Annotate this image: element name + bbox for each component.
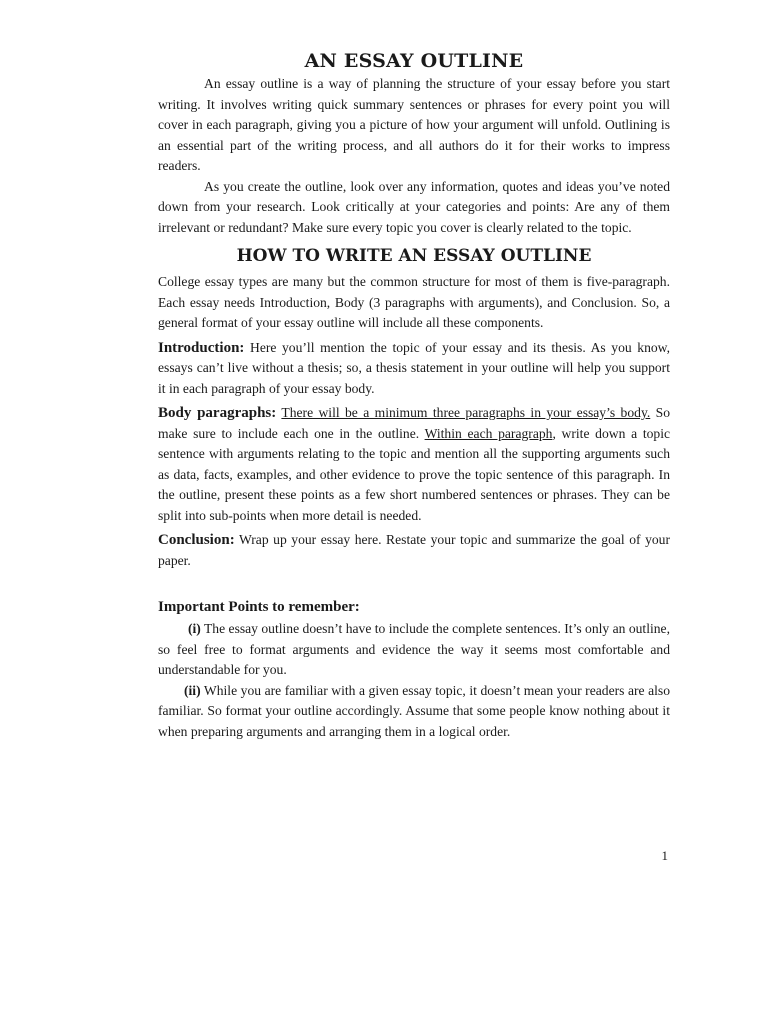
conclusion-term: Conclusion: — [158, 532, 235, 548]
intro-paragraph-2: As you create the outline, look over any information, quotes and ideas you’ve noted down from your research. Look critically at your categories and points: Are any of them irrelevant or redundant? Make sure every topic you cover is clearly related to the topic. — [158, 178, 670, 235]
conclusion-paragraph — [158, 530, 670, 571]
body-underline-1: There will be a minimum three paragraphs in your essay’s body. — [281, 405, 651, 420]
conclusion-text: Wrap up your essay here. Restate your topic and summarize the goal of your paper. — [158, 532, 670, 568]
body-term: Body paragraphs: — [158, 405, 277, 421]
section-heading: HOW TO WRITE AN ESSAY OUTLINE — [236, 246, 592, 266]
points-heading: Important Points to remember: — [158, 599, 360, 615]
structure-paragraph: College essay types are many but the common structure for most of them is five-paragraph. Each essay needs Introduction, Body (3 paragraphs with arguments), and Conclusion. So, a general format of your essay outline will include all these components. — [158, 274, 670, 330]
point-number: (i) — [188, 621, 201, 636]
body-text-1: So make sure to include each one in the outline. — [158, 405, 670, 441]
body-underline-2: Within each paragraph — [424, 425, 553, 441]
page-title: AN ESSAY OUTLINE — [304, 50, 524, 72]
point-text: The essay outline doesn’t have to include the complete sentences. It’s only an outline, so feel free to format arguments and evidence the way it seems most comfortable and understandable for you. — [158, 621, 670, 677]
introduction-text: Here you’ll mention the topic of your essay and its thesis. As you know, essays can’t live without a thesis; so, a thesis statement in your outline will help you support it in each paragraph of your essay body. — [158, 339, 670, 396]
point-number: (ii) — [184, 682, 201, 698]
body-text-2: , write down a topic sentence with arguments relating to the topic and mention all the supporting arguments such as data, facts, examples, and other evidence to prove the topic sentence of this paragraph. In the outline, present these points as a few short numbered sentences or phrases. They can be split into sub-points when more detail is needed. — [158, 425, 671, 523]
intro-paragraph-1: An essay outline is a way of planning the structure of your essay before you start writing. It involves writing quick summary sentences or phrases for every point you will cover in each paragraph, giving you a picture of how your argument will unfold. Outlining is an essential part of the writing process, and all authors do it for their works to impress readers. — [158, 76, 670, 173]
point-text: While you are familiar with a given essay topic, it doesn’t mean your readers are also familiar. So format your outline accordingly. Assume that some people know nothing about it when preparing arguments and arranging them in a logical order. — [158, 682, 670, 739]
body-paragraph — [158, 403, 670, 526]
page-number: 1 — [661, 848, 668, 863]
introduction-term: Introduction: — [158, 339, 245, 356]
introduction-paragraph — [158, 338, 670, 400]
point-item — [158, 681, 670, 743]
point-item — [158, 619, 670, 681]
